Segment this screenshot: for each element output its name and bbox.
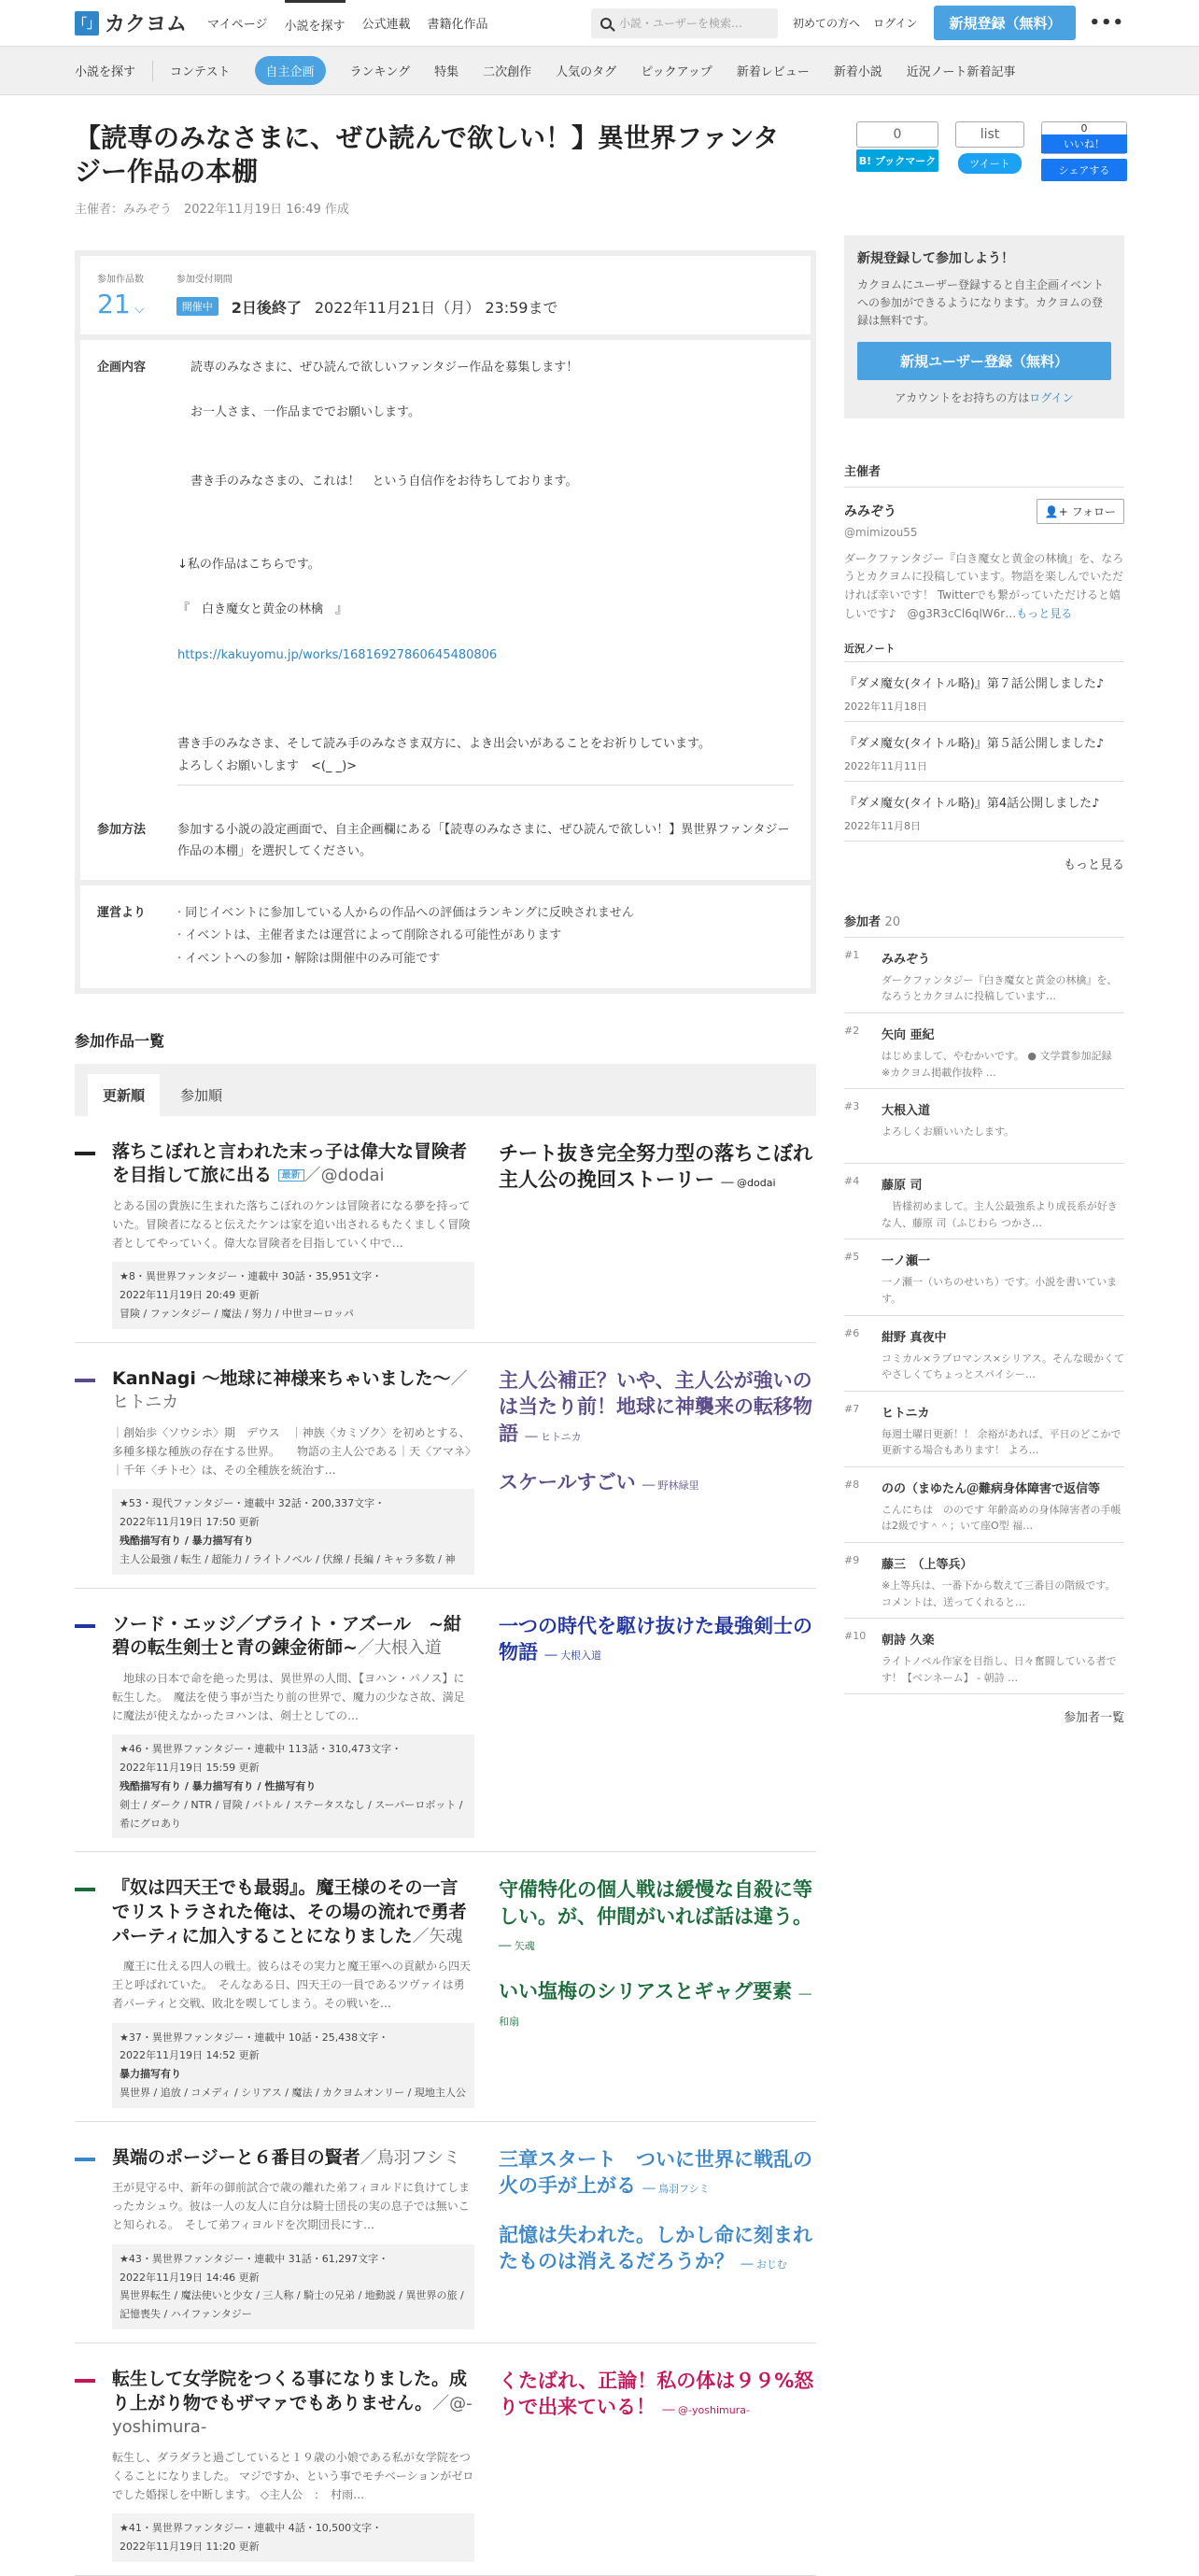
work-description: 魔王に仕える四人の戦士。彼らはその実力と魔王軍への貢献から四天王と呼ばれていた。 そんなある日、四天王の一員であるツヴァイは勇者パーティと交戦、敗北を喫してしまう。その戦いを… <box>112 1960 472 2010</box>
work-description: 転生し、ダラダラと過ごしていると１９歳の小娘である私が女学院をつくることになりました。 マジですか、という事でモチベーションがゼロでした婚探しを中断します。 ◇主人公 ： 村雨… <box>112 2450 474 2501</box>
subnav-tags[interactable]: 人気のタグ <box>556 65 617 79</box>
content-block <box>80 340 811 802</box>
tab-joined[interactable]: 参加順 <box>180 1086 223 1104</box>
follow-icon: 👤+ <box>1044 504 1072 518</box>
work-catchcopy[interactable]: 記憶は失われた。しかし命に刻まれたものは消えるだろうか？ ── おじむ <box>499 2223 812 2272</box>
method-label: 参加方法 <box>97 822 147 837</box>
hatena-count: 0 <box>856 121 938 148</box>
subnav-fanfic[interactable]: 二次創作 <box>483 65 532 79</box>
site-logo[interactable] <box>75 8 187 37</box>
subnav-new-novels[interactable]: 新着小説 <box>833 65 882 79</box>
work-color-bar <box>75 2158 95 2161</box>
work-catchcopy[interactable]: 一つの時代を駆け抜けた最強剣士の物語 ── 大根入道 <box>499 1614 812 1664</box>
nav-official[interactable]: 公式連載 <box>361 18 411 32</box>
register-button[interactable]: 新規登録（無料） <box>934 6 1076 40</box>
work-description: 王が見守る中、新年の御前試合で歳の離れた弟フィヨルドに負けてしまったカシュウ。彼は一人の友人に自分は騎士団長の実の息子では無いこと知られる。 そして弟フィヨルドを次期団長にす… <box>112 2181 471 2232</box>
content-p1: 読専のみなさまに、ぜひ読んで欲しいファンタジー作品を募集します！ <box>190 360 579 375</box>
search-icon <box>600 18 612 29</box>
work-author[interactable]: ／鳥羽フシミ <box>360 2147 460 2168</box>
content-body <box>177 357 794 786</box>
deadline: 2022年11月21日（月） 23:59まで <box>314 298 558 317</box>
works-count-label: 参加作品数 <box>97 274 144 285</box>
work-color-bar <box>75 1379 95 1382</box>
main-column <box>75 95 816 2576</box>
work-catchcopy[interactable]: 三章スタート ついに世界に戦乱の火の手が上がる ── 鳥羽フシミ <box>499 2147 812 2198</box>
work-item <box>75 1589 816 1853</box>
page-title: 【読専のみなさまに、ぜひ読んで欲しい！】異世界ファンタジー作品の本棚 <box>75 122 780 188</box>
work-tags[interactable]: 異世界転生 / 魔法使いと少女 / 三人称 / 騎士の兄弟 / 地動説 / 異世界の旅 / 記憶喪失 / ハイファンタジー <box>120 2289 464 2321</box>
signup-text: カクヨムにユーザー登録すると自主企画イベントへの参加ができるようになります。カクヨムの登録は無料です。 <box>857 278 1105 328</box>
work-author[interactable]: ／大根入道 <box>357 1638 442 1659</box>
subnav-features[interactable]: 特集 <box>434 65 459 79</box>
notes-heading: 近況ノート <box>844 641 1124 662</box>
work-title[interactable]: 転生して女学院をつくる事になりました。成り上がり物でもザマァでもありません。／@-yoshimura- <box>112 2369 473 2438</box>
participant-item[interactable]: #10 朝詩 久楽 ライトノベル作家を目指し、日々奮闘している者です！【ベンネーム】 - 朝詩 … <box>844 1619 1124 1694</box>
participant-item[interactable]: #5 一ノ瀬一 一ノ瀬一（いちのせいち）です。小説を書いています。 <box>844 1239 1124 1315</box>
work-meta: ★37・異世界ファンタジー・連載中 10話・25,438文字・ 2022年11月19日 14:52 更新 暴力描写有り 異世界 / 追放 / コメディ / シリアス / 魔法 / カクヨムオンリー / 現地主人公 <box>112 2023 474 2108</box>
rule-item: · 同じイベントに参加している人からの作品への評価はランキングに反映されません <box>177 905 634 920</box>
share-buttons <box>856 121 1127 181</box>
subnav-projects[interactable]: 自主企画 <box>255 56 326 85</box>
participant-item[interactable]: #9 藤三 （上等兵） ※上等兵は、一番下から数えて三番目の階級です。 コメントは、送ってくれると… <box>844 1543 1124 1619</box>
content-p3: 書き手のみなさまの、これは！ という自信作をお待ちしております。 <box>190 474 578 488</box>
work-title[interactable]: ソード・エッジ／ブライト・アズール ~紺碧の転生剣士と青の錬金術師~／大根入道 <box>112 1613 461 1659</box>
host-heading: 主催者 <box>844 461 1124 488</box>
works-list-title: 参加作品一覧 <box>75 1031 165 1050</box>
signup-title: 新規登録して参加しよう！ <box>857 251 1014 266</box>
work-meta: ★41・異世界ファンタジー・連載中 4話・10,500文字・ 2022年11月19日 11:20 更新 <box>112 2513 474 2562</box>
work-item <box>75 1116 816 1343</box>
work-author[interactable]: ／@dodai <box>303 1166 385 1186</box>
participant-item[interactable]: #7 ヒトニカ 毎週土曜日更新！！ 余裕があれば、平日のどこかで更新する場合もあります！ よろ… <box>844 1392 1124 1467</box>
work-title[interactable]: 『奴は四天王でも最弱』。魔王様のその一言でリストラされた俺は、その場の流れで勇者パーティに加入することになりました／矢魂 <box>112 1877 467 1946</box>
participants-heading: 参加者 20 <box>844 912 1124 938</box>
method-block <box>80 802 811 880</box>
sub-nav <box>0 47 1199 95</box>
note-item[interactable]: 『ダメ魔女(タイトル略)』第4話公開しました♪ 2022年11月8日 <box>844 782 1124 842</box>
work-item <box>75 2122 816 2343</box>
host-row <box>844 499 1124 524</box>
work-author[interactable]: ／ヒトニカ <box>112 1368 468 1413</box>
hatena-share <box>856 121 938 181</box>
works-tabs <box>75 1064 816 1116</box>
content-p5: 『 白き魔女と黄金の林檎 』 <box>177 602 348 617</box>
sidebar-login-link[interactable]: ログイン <box>1029 390 1074 404</box>
subnav-reviews[interactable]: 新着レビュー <box>736 65 810 79</box>
participant-item[interactable]: #1 みみぞう ダークファンタジー『白き魔女と黄金の林檎』を、なろうとカクヨムに投稿しています… <box>844 938 1124 1013</box>
logo-mark: 「」 <box>75 11 99 35</box>
works-count-value: 21 <box>97 288 131 319</box>
work-tags[interactable]: 異世界 / 追放 / コメディ / シリアス / 魔法 / カクヨムオンリー / 現地主人公 <box>120 2087 466 2100</box>
work-author[interactable]: ／矢魂 <box>412 1926 463 1946</box>
content-label: 企画内容 <box>97 360 147 375</box>
logo-text: カクヨム <box>105 13 188 36</box>
subnav-search[interactable]: 小説を探す <box>75 65 136 79</box>
top-bar <box>0 0 1199 47</box>
participant-item[interactable]: #4 藤原 司 皆様初めまして。主人公最強系より成長系が好きな人、藤原 司（ふじわら つかさ… <box>844 1164 1124 1239</box>
work-color-bar <box>75 1152 95 1155</box>
hatena-bookmark-button[interactable]: B! ブックマーク <box>856 149 938 172</box>
notes-list <box>844 662 1124 842</box>
project-meta: 主催者：みみぞう 2022年11月19日 16:49 作成 <box>75 202 349 217</box>
subnav-notes[interactable]: 近況ノート新着記事 <box>906 65 1016 79</box>
signup-card <box>844 235 1124 418</box>
work-item <box>75 1343 816 1589</box>
remaining-time: 2日後終了 <box>231 298 302 317</box>
content-link[interactable]: https://kakuyomu.jp/works/16816927860645480806 <box>177 647 498 662</box>
content-p4: ↓私の作品はこちらです。 <box>177 557 320 572</box>
rules-list <box>177 902 794 971</box>
facebook-share <box>1041 121 1127 181</box>
work-color-bar <box>75 1888 95 1891</box>
work-color-bar <box>75 2379 95 2383</box>
work-tags[interactable]: 主人公最強 / 転生 / 超能力 / ライトノベル / 伏線 / 長編 / キャラ多数 / 神 <box>120 1552 456 1565</box>
subnav-ranking[interactable]: ランキング <box>349 65 411 79</box>
participant-item[interactable]: #2 矢向 亜紀 はじめまして、やむかいです。 ● 文学賞参加記録 ※カクヨム掲載作抜粋 … <box>844 1013 1124 1089</box>
signup-login: アカウントをお持ちの方はログイン <box>895 390 1074 404</box>
fb-like-box <box>1041 121 1127 154</box>
new-badge: 最新 <box>278 1169 304 1182</box>
work-color-bar <box>75 1624 95 1628</box>
nav-books[interactable]: 書籍化作品 <box>427 18 488 32</box>
top-nav <box>207 0 488 47</box>
work-meta: ★46・異世界ファンタジー・連載中 113話・310,473文字・ 2022年11月19日 15:59 更新 残酷描写有り / 暴力描写有り / 性描写有り 剣士 / ダーク / NTR / 冒険 / バトル / ステータスなし / スーパーロボット / 希にグロあり <box>112 1734 474 1838</box>
work-item <box>75 1852 816 2122</box>
work-meta: ★53・現代ファンタジー・連載中 32話・200,337文字・ 2022年11月19日 17:50 更新 残酷描写有り / 暴力描写有り 主人公最強 / 転生 / 超能力 / ライトノベル / 伏線 / 長編 / キャラ多数 / 神 <box>112 1489 474 1574</box>
nav-search-novels[interactable]: 小説を探す <box>285 0 346 47</box>
participants-all-link[interactable]: 参加者一覧 <box>1063 1711 1124 1726</box>
rules-label: 運営より <box>97 905 147 920</box>
work-author[interactable]: ／@-yoshimura- <box>112 2393 473 2438</box>
work-meta: ★8・異世界ファンタジー・連載中 30話・35,951文字・ 2022年11月19日 20:49 更新 冒険 / ファンタジー / 魔法 / 努力 / 中世ヨーロッパ <box>112 1262 474 1328</box>
content-p6: 書き手のみなさま、そして読み手のみなさま双方に、よき出会いがあることをお祈りしています。 <box>177 737 711 752</box>
work-description: 地球の日本で命を絶った男は、異世界の人間、【ヨハン・パノス】に転生した。 魔法を使う事が当たり前の世界で、魔力の少なさ故、満足に魔法が使えなかったヨハンは、剣士としての… <box>112 1671 465 1722</box>
search-placeholder: 小説・ユーザーを検索… <box>619 17 743 30</box>
work-catchcopy[interactable]: くたばれ、正論！私の体は９９%怒りで出来ている！ ── @-yoshimura- <box>499 2370 814 2419</box>
work-catchcopy[interactable]: チート抜き完全努力型の落ちこぼれ主人公の挽回ストーリー ── @dodai <box>499 1141 812 1192</box>
work-title[interactable]: 異端のポージーと６番目の賢者／鳥羽フシミ <box>112 2146 460 2168</box>
signup-button[interactable]: 新規ユーザー登録（無料） <box>857 342 1111 380</box>
tweet-button[interactable]: ツイート <box>958 153 1021 174</box>
work-catchcopy[interactable]: 主人公補正？いや、主人公が強いのは当たり前！地球に神襲来の転移物語 ── ヒトニカ <box>499 1368 812 1445</box>
participant-item[interactable]: #6 紺野 真夜中 コミカル×ラブロマンス×シリアス。そんな暖かくてやさしくてちょっとスパイシー… <box>844 1316 1124 1392</box>
work-tags[interactable]: 剣士 / ダーク / NTR / 冒険 / バトル / ステータスなし / スーパーロボット / 希にグロあり <box>120 1798 463 1830</box>
work-description: とある国の貴族に生まれた落ちこぼれのケンは冒険者になる夢を持っていた。冒険者になると伝えたケンは家を追い出されるもたくましく冒険者としてやっていく。偉大な冒険者を目指していく中で… <box>112 1199 471 1250</box>
works-list <box>75 1116 816 2576</box>
works-count[interactable] <box>97 289 145 319</box>
work-catchcopy[interactable]: スケールすごい ── 野林緑里 <box>499 1470 699 1493</box>
subnav-pickup[interactable]: ピックアップ <box>641 65 712 79</box>
participants-list <box>844 938 1124 1695</box>
project-panel <box>75 250 816 994</box>
work-item <box>75 2343 816 2576</box>
rule-item: · イベントは、主催者または運営によって削除される可能性があります <box>177 928 562 943</box>
chevron-down-icon: ⌵ <box>130 301 145 317</box>
participant-item[interactable]: #8 のの（まゆたん＠難病身体障害で返信等 こんにちは ののです 年齢高めの身体障害者の手帳は2級です＾＾；いて座O型 福… <box>844 1467 1124 1543</box>
period-label: 参加受付期間 <box>176 274 233 285</box>
work-description: ｜創始歩〈ソウシホ〉期 デウス ｜神族〈カミゾク〉を初めとする、多種多様な種族の存在する世界。 物語の主人公である｜天〈アマネ〉 ｜千年〈チトセ〉は、その全種族を統治す… <box>112 1426 483 1477</box>
subnav-contest[interactable]: コンテスト <box>170 65 231 79</box>
sidebar <box>844 95 1124 2576</box>
work-title[interactable]: KanNagi 〜地球に神様来ちゃいました〜／ヒトニカ <box>112 1367 468 1413</box>
list-count: list <box>955 121 1024 148</box>
fb-share-button[interactable]: シェアする <box>1041 159 1127 181</box>
note-item[interactable]: 『ダメ魔女(タイトル略)』第７話公開しました♪ 2022年11月18日 <box>844 662 1124 722</box>
guide-link[interactable]: 初めての方へ <box>793 17 861 30</box>
login-link[interactable]: ログイン <box>873 17 918 30</box>
host-id: @mimizou55 <box>844 525 918 539</box>
participant-item[interactable]: #3 大根入道 よろしくお願いいたします。 <box>844 1089 1124 1164</box>
search-input[interactable] <box>591 8 778 38</box>
rules-block <box>80 885 811 988</box>
subnav-divider <box>152 61 153 81</box>
work-meta: ★43・異世界ファンタジー・連載中 31話・61,297文字・ 2022年11月19日 14:46 更新 異世界転生 / 魔法使いと少女 / 三人称 / 騎士の兄弟 / 地動説 / 異世界の旅 / 記憶喪失 / ハイファンタジー <box>112 2244 474 2329</box>
work-catchcopy[interactable]: 守備特化の個人戦は緩慢な自殺に等しい。が、仲間がいれば話は違う。 ── 矢魂 <box>499 1878 812 1953</box>
content-p7: よろしくお願いします <(_ _)> <box>177 756 794 786</box>
content-p2: お一人さま、一作品まででお願いします。 <box>190 405 420 420</box>
work-title[interactable]: 落ちこぼれと言われた末っ子は偉大な冒険者を目指して旅に出る 最新 ／@dodai <box>112 1140 468 1186</box>
method-text: 参加する小説の設定画面で、自主企画欄にある「【読専のみなさまに、ぜひ読んで欲しい！】異世界ファンタジー作品の本棚」を選択してください。 <box>177 822 790 859</box>
rule-item: · イベントへの参加・解除は開催中のみ可能です <box>177 952 441 967</box>
work-catchcopy[interactable]: いい塩梅のシリアスとギャグ要素 ── 和扇 <box>499 1980 811 2028</box>
tab-updated[interactable]: 更新順 <box>88 1074 160 1116</box>
project-stats <box>80 256 811 334</box>
note-item[interactable]: 『ダメ魔女(タイトル略)』第５話公開しました♪ 2022年11月11日 <box>844 722 1124 782</box>
host-name[interactable]: みみぞう <box>844 504 896 520</box>
fb-count: 0 <box>1080 122 1088 134</box>
host-more-link[interactable]: もっと見る <box>1016 606 1073 620</box>
more-menu-icon[interactable]: ••• <box>1089 13 1124 33</box>
period <box>176 296 558 318</box>
fb-like-button[interactable]: いいね！ <box>1041 134 1127 153</box>
host-desc: ダークファンタジー『白き魔女と黄金の林檎』を、なろうとカクヨムに投稿しています。物語を楽しんでいただければ幸いです！ Twitterでも繋がっていただけると嬉しいです♪ @g3R3cCl6qlW6r…もっと見る <box>844 551 1124 620</box>
tweet-share <box>955 121 1024 181</box>
work-tags[interactable]: 冒険 / ファンタジー / 魔法 / 努力 / 中世ヨーロッパ <box>120 1308 354 1321</box>
notes-more-link[interactable]: もっと見る <box>1063 857 1124 872</box>
follow-button[interactable]: 👤+ フォロー <box>1037 499 1124 524</box>
status-badge: 開催中 <box>176 297 219 316</box>
nav-mypage[interactable]: マイページ <box>207 18 268 32</box>
